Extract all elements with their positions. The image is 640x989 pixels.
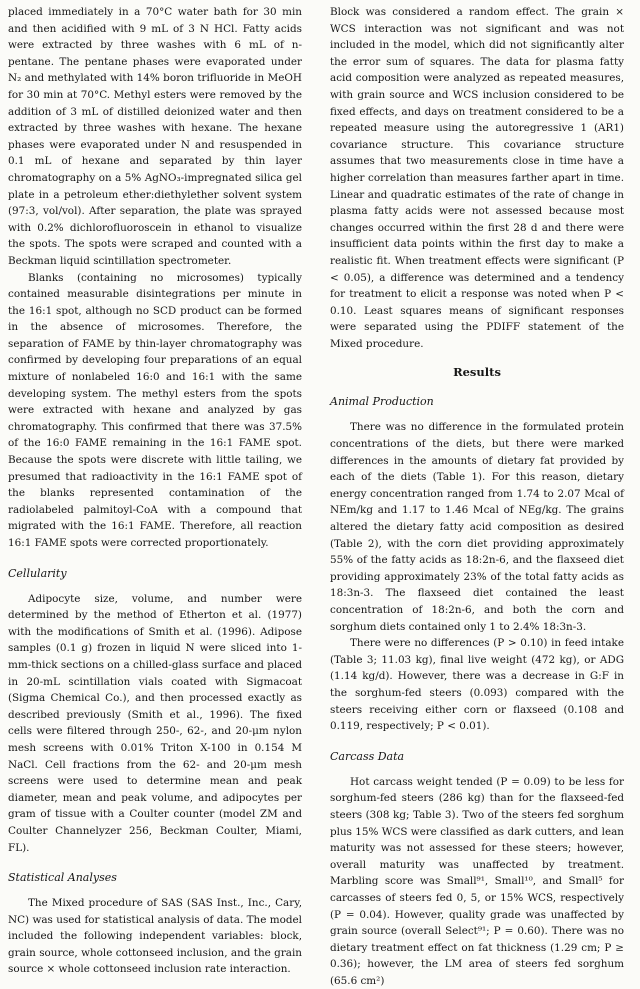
paragraph: placed immediately in a 70°C water bath for 30 min and then acidified with 9 mL of 3 N HCl. Fatty acids were extracted by three washes with 6 mL of n-pentane. The pentane phases were evaporated under N₂ and methylated with 14% boron trifluoride in MeOH for 30 min at 70°C. Methyl esters were removed by the addition of 3 mL of distilled deionized water and then extracted by three washes with hexane. The hexane phases were evaporated under N and resuspended in 0.1 mL of hexane and separated by thin layer chromatography on a 5% AgNO₃-impregnated silica gel plate in a petroleum ether:diethylether solvent system (97:3, vol/vol). After separation, the plate was sprayed with 0.2% dichlorofluoroscein in ethanol to visualize the spots. The spots were scraped and counted with a Beckman liquid scintillation spectrometer. bbox=[8, 6, 302, 267]
section-heading-statistical-analyses: Statistical Analyses bbox=[8, 871, 117, 885]
right-column bbox=[330, 4, 624, 989]
paragraph: The Mixed procedure of SAS (SAS Inst., Inc., Cary, NC) was used for statistical analysis of data. The model included the following independent variables: block, grain source, whole cottonseed inclusion, and the grain source × whole cottonseed inclusion rate interaction. bbox=[8, 897, 302, 976]
paragraph: Adipocyte size, volume, and number were determined by the method of Etherton et al. (1977) with the modifications of Smith et al. (1996). Adipose samples (0.1 g) frozen in liquid N were sliced into 1-mm-thick sections on a chilled-glass surface and placed in 20-mL scintillation vials coated with Sigmacoat (Sigma Chemical Co.), and then processed exactly as described previously (Smith et al., 1996). The fixed cells were filtered through 250-, 62-, and 20-μm nylon mesh screens with 0.01% Triton X-100 in 0.154 M NaCl. Cell fractions from the 62- and 20-μm mesh screens were used to determine mean and peak diameter, mean and peak volume, and adipocytes per gram of tissue with a Coulter counter (model ZM and Coulter Channelyzer 256, Beckman Coulter, Miami, FL). bbox=[8, 592, 302, 854]
section-heading-cellularity: Cellularity bbox=[8, 566, 67, 580]
section-heading-carcass-data: Carcass Data bbox=[330, 749, 405, 763]
section-heading-animal-production: Animal Production bbox=[330, 395, 434, 409]
paragraph: There was no difference in the formulated protein concentrations of the diets, but there were marked differences in the amounts of dietary fat provided by each of the diets (Table 1). For this reason, dietary energy concentration ranged from 1.74 to 2.07 Mcal of NEm/kg and 1.17 to 1.46 Mcal of NEg/kg. The grains altered the dietary fatty acid composition as desired (Table 2), with the corn diet providing approximately 55% of the fatty acids as 18:2n-6, and the flaxseed diet providing approximately 23% of the total fatty acids as 18:3n-3. The flaxseed diet contained the least concentration of 18:2n-6, and both the corn and sorghum diets contained only 1 to 2.4% 18:3n-3. bbox=[330, 421, 624, 633]
left-column bbox=[8, 4, 302, 978]
paragraph: Block was considered a random effect. The grain × WCS interaction was not significant and was not included in the model, which did not significantly alter the error sum of squares. The data for plasma fatty acid composition were analyzed as repeated measures, with grain source and WCS inclusion considered to be fixed effects, and days on treatment considered to be a repeated measure using the autoregressive 1 (AR1) covariance structure. This covariance structure assumes that two measurements close in time have a higher correlation than measures farther apart in time. Linear and quadratic estimates of the rate of change in plasma fatty acids were not assessed because most changes occurred within the first 28 d and there were insufficient data points within the first day to make a realistic fit. When treatment effects were significant (P < 0.05), a difference was determined and a tendency for treatment to elicit a response was noted when P < 0.10. Least squares means of significant responses were separated using the PDIFF statement of the Mixed procedure. bbox=[330, 6, 624, 350]
section-heading-results: Results bbox=[453, 365, 501, 380]
paragraph: Blanks (containing no microsomes) typically contained measurable disintegrations per minute in the 16:1 spot, although no SCD product can be formed in the absence of microsomes. Therefore, the separation of FAME by thin-layer chromatography was confirmed by developing four preparations of an equal mixture of nonlabeled 16:0 and 16:1 with the same developing system. The methyl esters from the spots were extracted with hexane and analyzed by gas chromatography. This confirmed that there was 37.5% of the 16:0 FAME remaining in the 16:1 FAME spot. Because the spots were discrete with little tailing, we presumed that radioactivity in the 16:1 FAME spot of the blanks represented contamination of the radiolabeled palmitoyl-CoA with a compound that migrated with the 16:1 FAME. Therefore, all reaction 16:1 FAME spots were corrected proportionately. bbox=[8, 271, 302, 549]
paragraph: There were no differences (P > 0.10) in feed intake (Table 3; 11.03 kg), final live weight (472 kg), or ADG (1.14 kg/d). However, there was a decrease in G:F in the sorghum-fed steers (0.093) compared with the steers receiving either corn or flaxseed (0.108 and 0.119, respectively; P < 0.01). bbox=[330, 637, 624, 733]
paragraph: Hot carcass weight tended (P = 0.09) to be less for sorghum-fed steers (286 kg) than for the flaxseed-fed steers (308 kg; Table 3). Two of the steers fed sorghum plus 15% WCS were classified as dark cutters, and lean maturity was not assessed for these steers; however, overall maturity was unaffected by treatment. Marbling score was Small⁹¹, Small¹⁰, and Small⁵ for carcasses of steers fed 0, 5, or 15% WCS, respectively (P = 0.04). However, quality grade was unaffected by grain source (overall Select⁹¹; P = 0.60). There was no dietary treatment effect on fat thickness (1.29 cm; P ≥ 0.36); however, the LM area of steers fed sorghum (65.6 cm²) bbox=[330, 775, 624, 987]
